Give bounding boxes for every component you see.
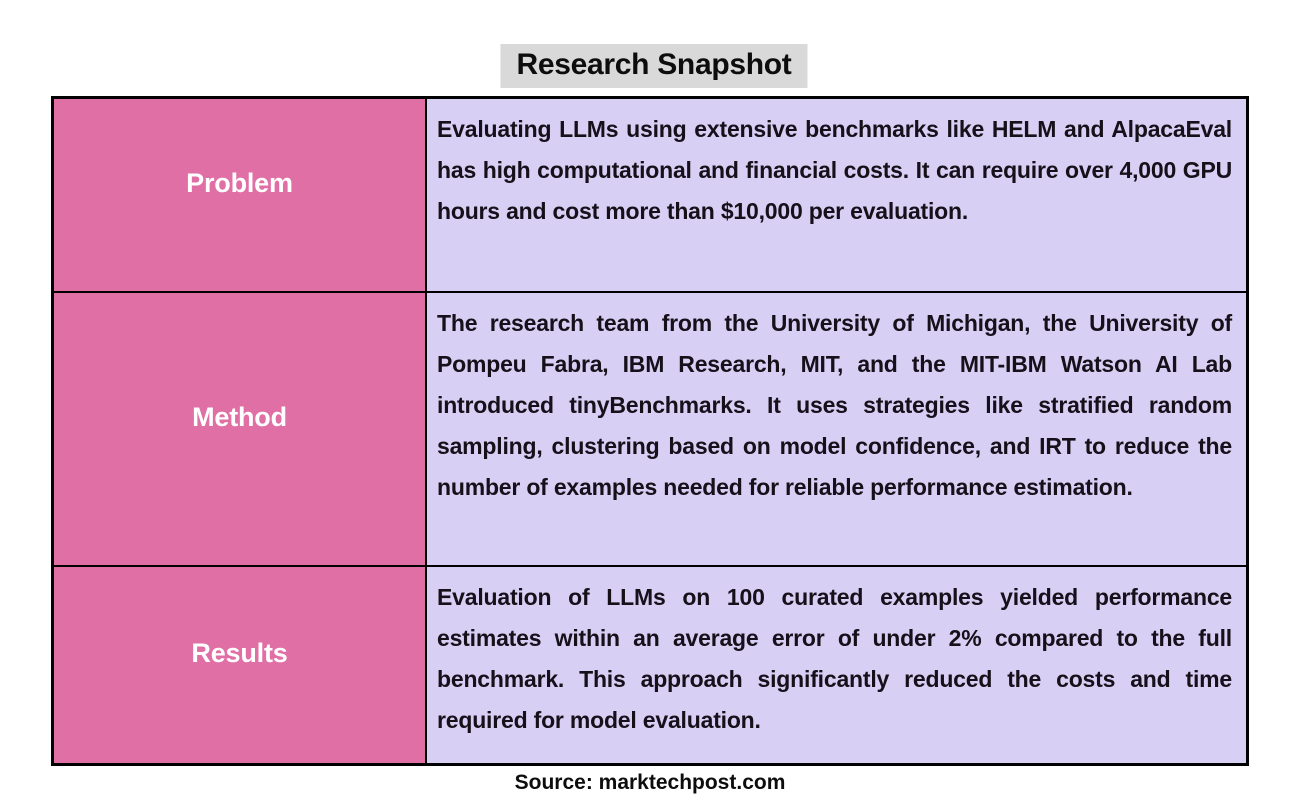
row-body-results-text: Evaluation of LLMs on 100 curated examples yielded performance estimates within an average error of under 2% compared to the full benchmark. This approach significantly reduced the costs and time required for model evaluation. <box>437 584 1232 733</box>
row-body-results <box>427 567 1246 763</box>
row-body-method <box>427 293 1246 565</box>
row-label-results <box>54 567 425 763</box>
row-label-problem <box>54 99 425 291</box>
row-label-method-text: Method <box>192 401 287 432</box>
row-label-problem-text: Problem <box>186 167 293 198</box>
row-body-method-text: The research team from the University of Michigan, the University of Pompeu Fabra, IBM Research, MIT, and the MIT-IBM Watson AI Lab introduced tinyBenchmarks. It uses strategies like stratified random sampling, clustering based on model confidence, and IRT to reduce the number of examples needed for reliable performance estimation. <box>437 310 1232 500</box>
row-body-problem <box>427 99 1246 291</box>
source-caption: Source: marktechpost.com <box>514 771 786 794</box>
research-snapshot-table <box>51 96 1249 766</box>
page-title: Research Snapshot <box>501 44 808 88</box>
row-body-problem-text: Evaluating LLMs using extensive benchmarks like HELM and AlpacaEval has high computational and financial costs. It can require over 4,000 GPU hours and cost more than $10,000 per evaluation. <box>437 116 1232 224</box>
row-label-results-text: Results <box>191 637 288 668</box>
row-label-method <box>54 293 425 565</box>
